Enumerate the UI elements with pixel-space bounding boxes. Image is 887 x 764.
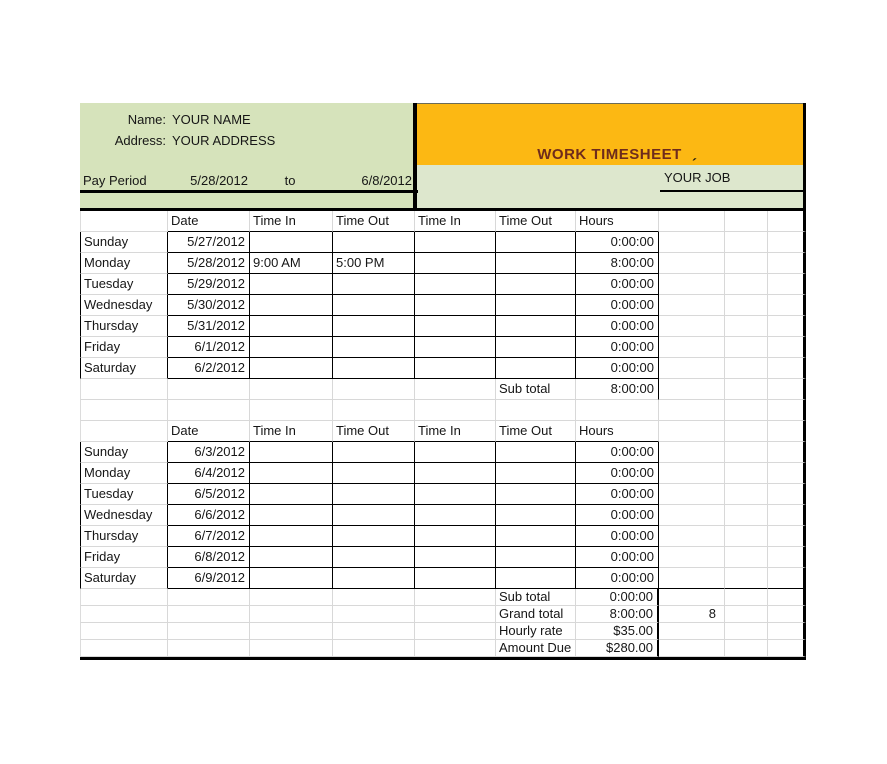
cell-day[interactable]: Sunday — [80, 232, 168, 253]
cell-empty[interactable] — [168, 589, 250, 606]
cell-time-in-1[interactable] — [250, 442, 333, 463]
timesheet-tables — [80, 211, 806, 657]
cell-time-out-2[interactable] — [496, 295, 576, 316]
cell-time-out-1[interactable]: 5:00 PM — [333, 253, 415, 274]
cell-hours[interactable]: 0:00:00 — [576, 316, 659, 337]
cell-empty[interactable] — [80, 400, 168, 421]
cell-empty[interactable] — [768, 211, 806, 232]
cell-time-out-2[interactable] — [496, 316, 576, 337]
pay-period-underline — [80, 190, 418, 193]
cell-timeout1-header[interactable]: Time Out — [333, 421, 415, 442]
sheet-bottom-border — [80, 657, 806, 660]
cell-date-header[interactable]: Date — [168, 421, 250, 442]
cell-empty[interactable] — [496, 400, 576, 421]
cell-empty[interactable] — [415, 606, 496, 623]
cell-time-in-2[interactable] — [415, 442, 496, 463]
cell-empty[interactable] — [659, 379, 725, 400]
cell-time-in-1[interactable] — [250, 295, 333, 316]
summary-extra[interactable]: 8 — [659, 606, 725, 623]
cell-time-in-2[interactable] — [415, 484, 496, 505]
cell-empty[interactable] — [768, 606, 806, 623]
cell-time-out-2[interactable] — [496, 232, 576, 253]
cell-date-header[interactable]: Date — [168, 211, 250, 232]
cell-date[interactable]: 6/4/2012 — [168, 463, 250, 484]
cell-time-in-1[interactable] — [250, 337, 333, 358]
cell-time-in-2[interactable] — [415, 316, 496, 337]
pay-period-label: Pay Period — [83, 173, 147, 188]
cell-empty[interactable] — [768, 400, 806, 421]
cell-empty[interactable] — [768, 379, 806, 400]
cell-empty[interactable] — [768, 568, 806, 589]
cell-timein1-header[interactable]: Time In — [250, 421, 333, 442]
summary-extra[interactable] — [659, 623, 725, 640]
cell-empty[interactable] — [768, 274, 806, 295]
cell-empty[interactable] — [659, 232, 725, 253]
cell-hours[interactable]: 8:00:00 — [576, 253, 659, 274]
cell-time-out-1[interactable] — [333, 232, 415, 253]
cell-time-out-1[interactable] — [333, 547, 415, 568]
job-block — [417, 165, 806, 208]
cell-date[interactable]: 5/31/2012 — [168, 316, 250, 337]
cell-empty[interactable] — [659, 547, 725, 568]
cell-day[interactable]: Tuesday — [80, 484, 168, 505]
week1-header-row — [80, 211, 806, 232]
cell-hours-header[interactable]: Hours — [576, 211, 659, 232]
cell-timein2-header[interactable]: Time In — [415, 421, 496, 442]
cell-time-out-1[interactable] — [333, 526, 415, 547]
cell-time-in-2[interactable] — [415, 526, 496, 547]
cell-empty[interactable] — [725, 232, 768, 253]
cell-empty[interactable] — [768, 442, 806, 463]
cell-time-in-1[interactable]: 9:00 AM — [250, 253, 333, 274]
cell-empty[interactable] — [725, 421, 768, 442]
cell-empty[interactable] — [768, 547, 806, 568]
cell-time-in-2[interactable] — [415, 547, 496, 568]
week1-rows — [80, 232, 806, 379]
cell-time-out-1[interactable] — [333, 274, 415, 295]
cell-time-out-1[interactable] — [333, 295, 415, 316]
cell-empty[interactable] — [415, 623, 496, 640]
summary-label: Sub total — [496, 589, 576, 606]
cell-empty[interactable] — [768, 316, 806, 337]
cell-empty[interactable] — [659, 400, 725, 421]
cell-empty[interactable] — [725, 358, 768, 379]
cell-empty[interactable] — [725, 640, 768, 657]
cell-empty[interactable] — [659, 442, 725, 463]
cell-date[interactable]: 6/2/2012 — [168, 358, 250, 379]
cell-empty[interactable] — [415, 400, 496, 421]
cell-day[interactable]: Friday — [80, 337, 168, 358]
cell-empty[interactable] — [80, 606, 168, 623]
address-value[interactable]: YOUR ADDRESS — [172, 133, 276, 148]
timesheet-row — [80, 253, 806, 274]
cell-hours[interactable]: 0:00:00 — [576, 505, 659, 526]
cell-empty[interactable] — [250, 640, 333, 657]
cell-empty[interactable] — [659, 421, 725, 442]
job-title-value[interactable]: YOUR JOB — [664, 170, 731, 185]
cell-empty[interactable] — [768, 463, 806, 484]
cell-time-in-1[interactable] — [250, 526, 333, 547]
cell-time-out-1[interactable] — [333, 484, 415, 505]
address-label: Address: — [114, 133, 166, 148]
cell-empty[interactable] — [725, 526, 768, 547]
cell-day[interactable]: Saturday — [80, 568, 168, 589]
cell-empty[interactable] — [415, 589, 496, 606]
cell-empty[interactable] — [250, 623, 333, 640]
pay-period-end-date[interactable]: 6/8/2012 — [361, 173, 412, 188]
cell-date[interactable]: 6/9/2012 — [168, 568, 250, 589]
cell-empty[interactable] — [333, 623, 415, 640]
timesheet-row — [80, 316, 806, 337]
cell-time-in-1[interactable] — [250, 484, 333, 505]
summary-value[interactable]: 0:00:00 — [576, 589, 659, 606]
cell-time-in-1[interactable] — [250, 547, 333, 568]
pay-period-start-date[interactable]: 5/28/2012 — [190, 173, 248, 188]
cell-day-header[interactable] — [80, 211, 168, 232]
cell-day[interactable]: Wednesday — [80, 505, 168, 526]
cell-date[interactable]: 5/30/2012 — [168, 295, 250, 316]
cell-empty[interactable] — [768, 358, 806, 379]
cell-date[interactable]: 6/1/2012 — [168, 337, 250, 358]
cell-time-out-1[interactable] — [333, 505, 415, 526]
cell-empty[interactable] — [415, 640, 496, 657]
cell-empty[interactable] — [168, 640, 250, 657]
cell-timeout2-header[interactable]: Time Out — [496, 421, 576, 442]
timesheet-row — [80, 526, 806, 547]
cell-time-out-2[interactable] — [496, 526, 576, 547]
header-vertical-divider — [413, 103, 417, 211]
summary-value[interactable]: $280.00 — [576, 640, 659, 657]
cell-time-out-2[interactable] — [496, 484, 576, 505]
week2-rows — [80, 442, 806, 589]
cell-empty[interactable] — [725, 400, 768, 421]
cell-empty[interactable] — [725, 337, 768, 358]
cell-empty[interactable] — [725, 623, 768, 640]
cell-hours[interactable]: 0:00:00 — [576, 358, 659, 379]
cell-empty[interactable] — [168, 623, 250, 640]
cell-time-in-2[interactable] — [415, 568, 496, 589]
cell-empty[interactable] — [659, 526, 725, 547]
cell-time-in-2[interactable] — [415, 295, 496, 316]
cell-time-in-1[interactable] — [250, 505, 333, 526]
cell-empty[interactable] — [659, 505, 725, 526]
cell-time-in-1[interactable] — [250, 463, 333, 484]
cell-empty[interactable] — [725, 442, 768, 463]
cell-empty[interactable] — [768, 337, 806, 358]
cell-hours[interactable]: 0:00:00 — [576, 526, 659, 547]
cell-empty[interactable] — [725, 568, 768, 589]
cell-empty[interactable] — [768, 505, 806, 526]
cell-empty[interactable] — [80, 379, 168, 400]
cell-hours[interactable]: 0:00:00 — [576, 295, 659, 316]
cell-hours[interactable]: 0:00:00 — [576, 568, 659, 589]
cell-time-in-1[interactable] — [250, 232, 333, 253]
timesheet-row — [80, 484, 806, 505]
cell-time-in-2[interactable] — [415, 274, 496, 295]
name-value[interactable]: YOUR NAME — [172, 112, 251, 127]
cell-time-out-2[interactable] — [496, 547, 576, 568]
cell-date[interactable]: 5/27/2012 — [168, 232, 250, 253]
cell-day[interactable]: Friday — [80, 547, 168, 568]
summary-label: Grand total — [496, 606, 576, 623]
cell-empty[interactable] — [250, 400, 333, 421]
cell-day[interactable]: Wednesday — [80, 295, 168, 316]
cell-empty[interactable] — [725, 505, 768, 526]
cell-time-in-2[interactable] — [415, 358, 496, 379]
timesheet-row — [80, 505, 806, 526]
cell-empty[interactable] — [659, 568, 725, 589]
tick-mark: ´ — [692, 156, 697, 173]
cell-day[interactable]: Monday — [80, 253, 168, 274]
cell-time-out-1[interactable] — [333, 358, 415, 379]
cell-empty[interactable] — [768, 526, 806, 547]
cell-time-out-2[interactable] — [496, 442, 576, 463]
cell-hours[interactable]: 0:00:00 — [576, 337, 659, 358]
cell-empty[interactable] — [250, 379, 333, 400]
cell-empty[interactable] — [725, 589, 768, 606]
cell-empty[interactable] — [250, 606, 333, 623]
summary-row — [80, 640, 806, 657]
timesheet-row — [80, 337, 806, 358]
cell-empty[interactable] — [725, 295, 768, 316]
pay-period-to-label: to — [284, 173, 296, 188]
cell-empty[interactable] — [725, 606, 768, 623]
summary-row — [80, 589, 806, 606]
cell-timein2-header[interactable]: Time In — [415, 211, 496, 232]
cell-empty[interactable] — [250, 589, 333, 606]
cell-hours[interactable]: 0:00:00 — [576, 232, 659, 253]
cell-day[interactable]: Tuesday — [80, 274, 168, 295]
cell-date[interactable]: 6/8/2012 — [168, 547, 250, 568]
cell-empty[interactable] — [659, 211, 725, 232]
summary-rows — [80, 589, 806, 657]
cell-day[interactable]: Thursday — [80, 316, 168, 337]
cell-date[interactable]: 5/29/2012 — [168, 274, 250, 295]
timesheet-row — [80, 274, 806, 295]
title-banner — [413, 103, 806, 166]
cell-empty[interactable] — [333, 606, 415, 623]
cell-date[interactable]: 6/6/2012 — [168, 505, 250, 526]
cell-time-out-2[interactable] — [496, 337, 576, 358]
timesheet-row — [80, 358, 806, 379]
subtotal-label: Sub total — [496, 379, 576, 400]
cell-empty[interactable] — [725, 463, 768, 484]
cell-day[interactable]: Sunday — [80, 442, 168, 463]
cell-time-in-2[interactable] — [415, 232, 496, 253]
cell-empty[interactable] — [659, 295, 725, 316]
cell-empty[interactable] — [725, 379, 768, 400]
cell-time-in-2[interactable] — [415, 253, 496, 274]
cell-empty[interactable] — [168, 379, 250, 400]
timesheet-row — [80, 547, 806, 568]
cell-empty[interactable] — [333, 589, 415, 606]
cell-empty[interactable] — [725, 316, 768, 337]
cell-empty[interactable] — [725, 211, 768, 232]
cell-empty[interactable] — [725, 253, 768, 274]
cell-day[interactable]: Thursday — [80, 526, 168, 547]
cell-time-out-1[interactable] — [333, 568, 415, 589]
cell-timeout1-header[interactable]: Time Out — [333, 211, 415, 232]
cell-empty[interactable] — [659, 253, 725, 274]
name-label: Name: — [127, 112, 166, 127]
cell-empty[interactable] — [725, 547, 768, 568]
cell-time-out-1[interactable] — [333, 337, 415, 358]
cell-time-in-2[interactable] — [415, 463, 496, 484]
job-underline — [660, 190, 806, 192]
cell-time-in-1[interactable] — [250, 358, 333, 379]
cell-time-out-2[interactable] — [496, 463, 576, 484]
name-line — [80, 109, 415, 130]
cell-time-out-2[interactable] — [496, 568, 576, 589]
cell-empty[interactable] — [659, 463, 725, 484]
address-line — [80, 130, 415, 151]
cell-hours-header[interactable]: Hours — [576, 421, 659, 442]
timesheet-sheet — [80, 103, 806, 661]
timesheet-row — [80, 442, 806, 463]
summary-row — [80, 606, 806, 623]
cell-empty[interactable] — [768, 589, 806, 606]
page-title: WORK TIMESHEET — [537, 146, 682, 163]
summary-extra[interactable] — [659, 589, 725, 606]
cell-hours[interactable]: 0:00:00 — [576, 463, 659, 484]
cell-empty[interactable] — [168, 400, 250, 421]
cell-hours[interactable]: 0:00:00 — [576, 484, 659, 505]
cell-hours[interactable]: 0:00:00 — [576, 442, 659, 463]
cell-empty[interactable] — [659, 337, 725, 358]
cell-empty[interactable] — [659, 274, 725, 295]
week2-header-row — [80, 421, 806, 442]
cell-empty[interactable] — [768, 295, 806, 316]
cell-empty[interactable] — [768, 623, 806, 640]
cell-empty[interactable] — [80, 589, 168, 606]
cell-empty[interactable] — [659, 484, 725, 505]
cell-hours[interactable]: 0:00:00 — [576, 547, 659, 568]
cell-time-out-1[interactable] — [333, 442, 415, 463]
cell-time-out-2[interactable] — [496, 253, 576, 274]
cell-time-in-1[interactable] — [250, 316, 333, 337]
cell-hours[interactable]: 0:00:00 — [576, 274, 659, 295]
cell-empty[interactable] — [80, 640, 168, 657]
cell-date[interactable]: 6/7/2012 — [168, 526, 250, 547]
cell-day[interactable]: Saturday — [80, 358, 168, 379]
cell-empty[interactable] — [659, 316, 725, 337]
summary-extra[interactable] — [659, 640, 725, 657]
summary-label: Amount Due — [496, 640, 576, 657]
cell-empty[interactable] — [168, 606, 250, 623]
cell-empty[interactable] — [725, 274, 768, 295]
cell-empty[interactable] — [725, 484, 768, 505]
summary-row — [80, 623, 806, 640]
cell-empty[interactable] — [768, 253, 806, 274]
cell-empty[interactable] — [333, 379, 415, 400]
timesheet-row — [80, 295, 806, 316]
cell-date[interactable]: 5/28/2012 — [168, 253, 250, 274]
cell-empty[interactable] — [415, 379, 496, 400]
cell-empty[interactable] — [768, 640, 806, 657]
cell-day[interactable]: Monday — [80, 463, 168, 484]
cell-time-out-2[interactable] — [496, 358, 576, 379]
cell-date[interactable]: 6/5/2012 — [168, 484, 250, 505]
cell-time-in-1[interactable] — [250, 274, 333, 295]
timesheet-row — [80, 463, 806, 484]
cell-timein1-header[interactable]: Time In — [250, 211, 333, 232]
cell-time-out-2[interactable] — [496, 274, 576, 295]
cell-time-out-1[interactable] — [333, 463, 415, 484]
cell-date[interactable]: 6/3/2012 — [168, 442, 250, 463]
cell-empty[interactable] — [768, 421, 806, 442]
summary-value[interactable]: 8:00:00 — [576, 606, 659, 623]
timesheet-row — [80, 568, 806, 589]
cell-empty[interactable] — [333, 400, 415, 421]
cell-empty[interactable] — [576, 400, 659, 421]
cell-time-out-2[interactable] — [496, 505, 576, 526]
cell-empty[interactable] — [768, 484, 806, 505]
subtotal-value[interactable]: 8:00:00 — [576, 379, 659, 400]
week1-subtotal-row — [80, 379, 806, 400]
cell-empty[interactable] — [333, 640, 415, 657]
cell-empty[interactable] — [659, 358, 725, 379]
cell-time-in-1[interactable] — [250, 568, 333, 589]
cell-timeout2-header[interactable]: Time Out — [496, 211, 576, 232]
cell-empty[interactable] — [80, 623, 168, 640]
cell-time-in-2[interactable] — [415, 505, 496, 526]
timesheet-row — [80, 232, 806, 253]
cell-time-in-2[interactable] — [415, 337, 496, 358]
cell-day-header[interactable] — [80, 421, 168, 442]
summary-label: Hourly rate — [496, 623, 576, 640]
cell-time-out-1[interactable] — [333, 316, 415, 337]
cell-empty[interactable] — [768, 232, 806, 253]
summary-value[interactable]: $35.00 — [576, 623, 659, 640]
spacer-row — [80, 400, 806, 421]
